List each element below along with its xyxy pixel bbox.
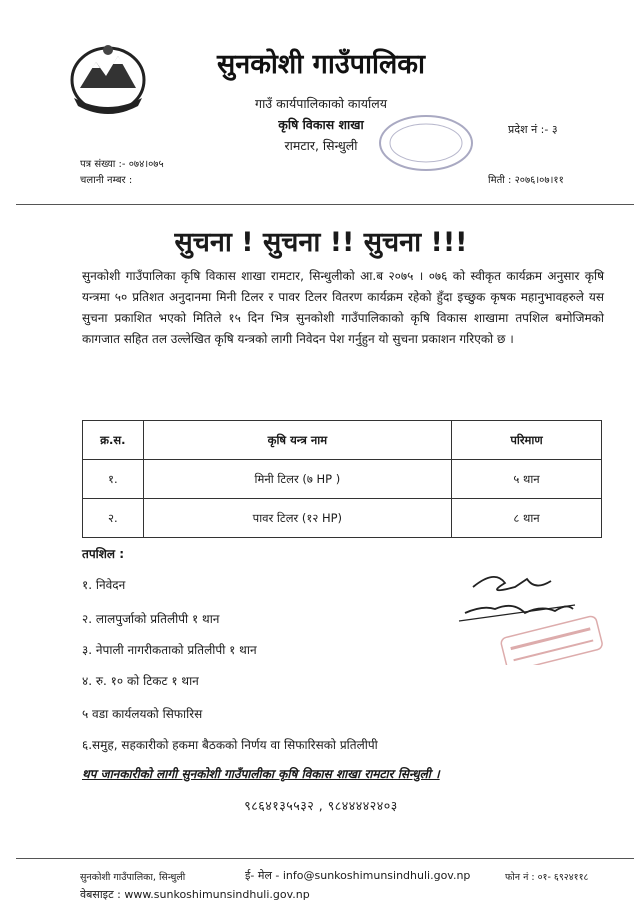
- contact-info: थप जानकारीको लागी सुनकोशी गाउँपालीका कृषि विकास शाखा रामटार सिन्धुली ।: [82, 767, 440, 781]
- list-item: १. निवेदन: [82, 578, 126, 592]
- footer-email: ई- मेल - info@sunkoshimunsindhuli.gov.np: [245, 869, 471, 882]
- table-cell-serial: १.: [83, 460, 144, 499]
- office-location: रामटार, सिन्धुली: [284, 138, 358, 153]
- table-cell-name: पावर टिलर (१२ HP): [143, 499, 451, 538]
- footer-phone: फोन नं : ०१- ६९२४११८: [505, 872, 589, 883]
- signature-icon: [455, 565, 605, 665]
- reference-number: पत्र संख्या :- ०७४।०७५: [80, 159, 164, 170]
- table-header-row: [83, 421, 602, 460]
- footer-website: वेबसाइट : www.sunkoshimunsindhuli.gov.np: [80, 888, 310, 901]
- table-header-quantity: परिमाण: [452, 421, 602, 460]
- notice-body: सुनकोशी गाउँपालिका कृषि विकास शाखा रामटार, सिन्धुलीको आ.ब २०७५ । ०७६ को स्वीकृत कार्यक्रम अनुसार कृषि यन्त्रमा ५० प्रतिशत अनुदानमा मिनी टिलर र पावर टिलर वितरण कार्यक्रम रहेको हुँदा इच्छुक कृषक महानुभावहरुले यस सुचना प्रकाशित भएको मितिले १५ दिन भित्र सुनकोशी गाउँपालिकाको कृषि विकास शाखामा तपशिल बमोजिमको कागजात सहित तल उल्लेखित कृषि यन्त्रको लागी निवेदन पेश गर्नुहुन यो सुचना प्रकाशन गरिएको छ ।: [82, 269, 604, 346]
- table-row: [83, 499, 602, 538]
- notice-title: सुचना ! सुचना !! सुचना !!!: [174, 227, 468, 258]
- table-cell-quantity: ८ थान: [452, 499, 602, 538]
- table-cell-name: मिनी टिलर (७ HP ): [143, 460, 451, 499]
- table-cell-serial: २.: [83, 499, 144, 538]
- footer-address: सुनकोशी गाउँपालिका, सिन्धुली: [80, 872, 186, 883]
- list-item: २. लालपुर्जाको प्रतिलीपी १ थान: [82, 612, 220, 626]
- list-item: ४. रु. १० को टिकट १ थान: [82, 674, 199, 688]
- list-item: ६.समुह, सहकारीको हकमा बैठकको निर्णय वा सिफारिसको प्रतिलीपी: [82, 738, 378, 752]
- header-divider: [16, 204, 634, 205]
- table-cell-quantity: ५ थान: [452, 460, 602, 499]
- letter-date: मिती : २०७६।०७।११: [488, 175, 564, 186]
- details-label: तपशिल :: [82, 547, 125, 561]
- contact-phones: ९८६४१३५५३२ , ९८४४४४२४०३: [244, 798, 398, 813]
- table-row: [83, 460, 602, 499]
- table-header-name: कृषि यन्त्र नाम: [143, 421, 451, 460]
- org-title: सुनकोशी गाउँपालिका: [216, 49, 426, 80]
- machinery-table: [82, 420, 602, 538]
- footer-divider: [16, 858, 634, 859]
- office-stamp-icon: [376, 112, 476, 174]
- table-header-serial: क्र.स.: [83, 421, 144, 460]
- province-number: प्रदेश नं :- ३: [508, 123, 558, 136]
- list-item: ३. नेपाली नागरीकताको प्रतिलीपी १ थान: [82, 643, 257, 657]
- list-item: ५ वडा कार्यलयको सिफारिस: [82, 707, 203, 721]
- dispatch-number: चलानी नम्बर :: [80, 175, 133, 186]
- office-name: गाउँ कार्यपालिकाको कार्यालय: [255, 96, 387, 111]
- branch-name: कृषि विकास शाखा: [278, 117, 364, 132]
